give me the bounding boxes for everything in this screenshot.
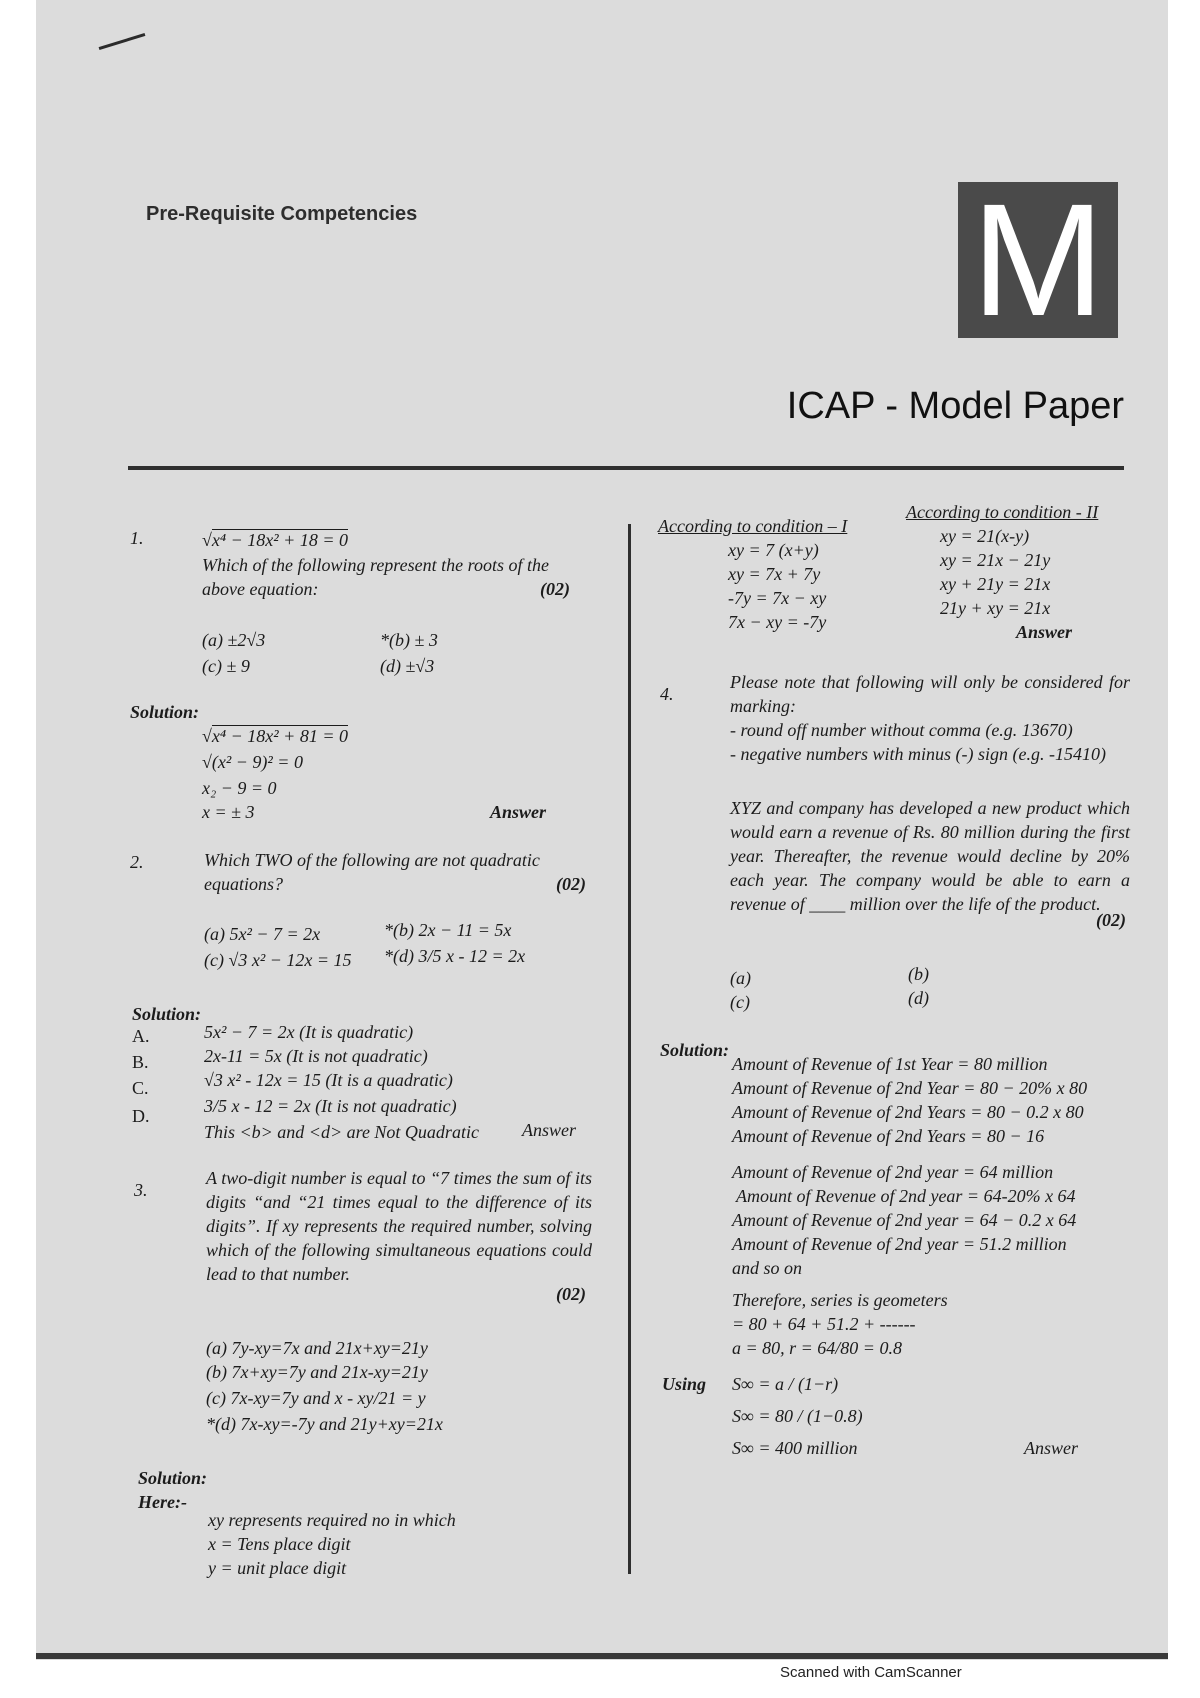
q1-answer: Answer [490,802,547,822]
q1-sol-line: x₂ − 9 = 0 [202,778,277,798]
q1-sol-line: √x⁴ − 18x² + 81 = 0 [202,726,348,746]
q1-option-d: (d) ±√3 [380,656,435,676]
section-header: Pre-Requisite Competencies [146,203,418,225]
q2-sol-line: 2x-11 = 5x (It is not quadratic) [204,1046,428,1066]
q4-option-d: (d) [908,988,929,1008]
q1-marks: (02) [540,579,570,599]
q1-text: Which of the following represent the roots of the above equation: [202,555,549,599]
q2-answer: Answer [522,1120,576,1140]
q3-here-label: Here:- [138,1492,187,1512]
q4-number: 4. [660,684,674,704]
q4-sol-line: Amount of Revenue of 2nd year = 64 − 0.2 x 64 [732,1210,1077,1230]
q1-number: 1. [130,528,144,548]
q4-sol-line: Amount of Revenue of 1st Year = 80 million [732,1054,1048,1074]
q2-option-d: *(d) 3/5 x - 12 = 2x [384,946,526,966]
q1-option-c: (c) ± 9 [202,656,250,676]
q4-answer: Answer [1024,1438,1078,1458]
q4-sol-line: Amount of Revenue of 2nd year = 64-20% x 64 [736,1186,1076,1206]
condition-2-line: xy = 21x − 21y [940,550,1051,570]
q1-equation: √x⁴ − 18x² + 18 = 0 [202,530,348,550]
logo-m: M [958,182,1118,338]
q2-option-a: (a) 5x² − 7 = 2x [204,924,321,944]
q4-sol-line: Amount of Revenue of 2nd year = 51.2 million [732,1234,1067,1254]
condition-2-line: xy = 21(x-y) [940,526,1030,546]
q4-sum-line: S∞ = 80 / (1−0.8) [732,1406,863,1426]
condition-1-title: According to condition – I [658,516,848,536]
q2-solution-label: Solution: [132,1004,202,1024]
q2-conclusion: This <b> and <d> are Not Quadratic [204,1122,479,1142]
q2-sol-line: √3 x² - 12x = 15 (It is a quadratic) [204,1070,453,1090]
q3-sol-line: x = Tens place digit [208,1534,351,1554]
q3-solution-label: Solution: [138,1468,208,1488]
scanner-watermark: Scanned with CamScanner [780,1664,962,1681]
condition-1-line: xy = 7 (x+y) [728,540,819,560]
q4-rule: - negative numbers with minus (-) sign (e.g. -15410) [730,744,1106,764]
q4-sol-line: Amount of Revenue of 2nd year = 64 million [732,1162,1054,1182]
condition-2-line: 21y + xy = 21x [940,598,1051,618]
q1-option-b: *(b) ± 3 [380,630,438,650]
q2-sol-letter: A. [132,1026,150,1046]
condition-2-line: xy + 21y = 21x [940,574,1051,594]
q4-option-b: (b) [908,964,929,984]
q4-using-label: Using [662,1374,707,1394]
q1-option-a: (a) ±2√3 [202,630,266,650]
condition-2-title: According to condition - II [906,502,1099,522]
q4-marks: (02) [1096,910,1126,930]
q4-sol-line: Therefore, series is geometers [732,1290,948,1310]
q3-sol-line: xy represents required no in which [208,1510,456,1530]
q2-option-c: (c) √3 x² − 12x = 15 [204,950,352,970]
condition-1-line: -7y = 7x − xy [728,588,827,608]
q2-marks: (02) [556,874,586,894]
q1-solution-label: Solution: [130,702,200,722]
q2-sol-line: 3/5 x - 12 = 2x (It is not quadratic) [204,1096,457,1116]
q4-note: Please note that following will only be considered for marking: [730,672,1130,716]
q4-solution-label: Solution: [660,1040,730,1060]
q4-text: XYZ and company has developed a new product which would earn a revenue of Rs. 80 million during the first year. Thereafter, the revenue would decline by 20% each year. The company would be able to earn a revenue of ____ million over the life of the product. [730,798,1130,914]
q3-option-b: (b) 7x+xy=7y and 21x-xy=21y [206,1362,428,1382]
q2-number: 2. [130,852,144,872]
q3-sol-line: y = unit place digit [208,1558,347,1578]
q4-option-c: (c) [730,992,750,1012]
page-edge [36,1653,1168,1659]
page-title: ICAP - Model Paper [786,385,1124,427]
q4-option-a: (a) [730,968,751,988]
q1-sol-line: √(x² − 9)² = 0 [202,752,303,772]
column-divider [628,524,631,1574]
q2-sol-letter: B. [132,1052,149,1072]
q2-option-b: *(b) 2x − 11 = 5x [384,920,512,940]
q4-rule: - round off number without comma (e.g. 13670) [730,720,1073,740]
condition-1-line: xy = 7x + 7y [728,564,821,584]
q2-sol-line: 5x² − 7 = 2x (It is quadratic) [204,1022,414,1042]
q2-sol-letter: C. [132,1078,149,1098]
q1-sol-line: x = ± 3 [202,802,255,822]
title-rule [128,466,1124,470]
q3-option-c: (c) 7x-xy=7y and x - xy/21 = y [206,1388,426,1408]
q2-sol-letter: D. [132,1106,150,1126]
q4-sol-line: Amount of Revenue of 2nd Years = 80 − 0.2 x 80 [732,1102,1084,1122]
q4-sol-line: Amount of Revenue of 2nd Year = 80 − 20% x 80 [732,1078,1088,1098]
q4-sol-line: a = 80, r = 64/80 = 0.8 [732,1338,902,1358]
q3-option-a: (a) 7y-xy=7x and 21x+xy=21y [206,1338,428,1358]
q4-sum-line: S∞ = a / (1−r) [732,1374,839,1394]
condition-answer: Answer [1016,622,1073,642]
q2-text: Which TWO of the following are not quadratic equations? [204,850,540,894]
q3-option-d: *(d) 7x-xy=-7y and 21y+xy=21x [206,1414,443,1434]
q4-sol-line: and so on [732,1258,803,1278]
q4-sol-line: = 80 + 64 + 51.2 + ------ [732,1314,916,1334]
q3-text: A two-digit number is equal to “7 times the sum of its digits “and “21 times equal to the difference of its digits”. If xy represents the required number, solving which of the following simultaneous equations could lead to that number. [206,1168,592,1284]
q4-sol-line: Amount of Revenue of 2nd Years = 80 − 16 [732,1126,1045,1146]
q3-marks: (02) [556,1284,586,1304]
q4-sum-line: S∞ = 400 million [732,1438,858,1458]
condition-1-line: 7x − xy = -7y [728,612,827,632]
q3-number: 3. [134,1180,148,1200]
